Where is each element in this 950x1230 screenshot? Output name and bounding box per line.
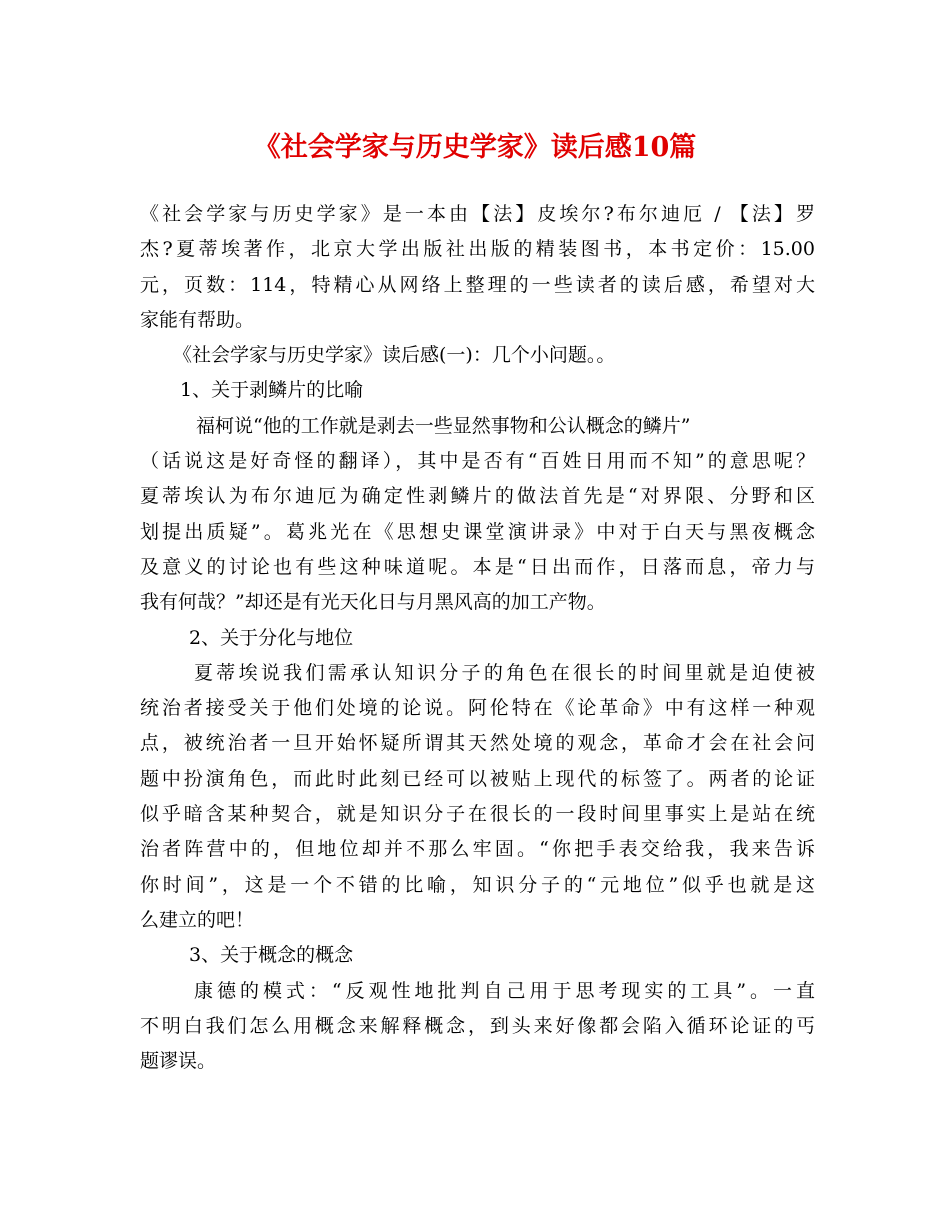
text-line: 题中扮演角色，而此时此刻已经可以被贴上现代的标签了。两者的论证: [140, 767, 815, 790]
text-line: 治者阵营中的，但地位却并不那么牢固。“你把手表交给我，我来告诉: [140, 838, 815, 861]
text-line: 《社会学家与历史学家》读后感(一)：几个小问题。。: [173, 344, 616, 367]
text-line: 杰?夏蒂埃著作，北京大学出版社出版的精装图书，本书定价：15.00: [140, 238, 815, 261]
text-line: 及意义的讨论也有些这种味道呢。本是“日出而作，日落而息，帝力与: [140, 555, 815, 578]
text-line: （话说这是好奇怪的翻译），其中是否有“百姓日用而不知”的意思呢？: [140, 450, 815, 473]
text-line: 题谬误。: [140, 1050, 217, 1073]
text-line: 2、关于分化与地位: [189, 626, 354, 649]
text-line: 划提出质疑”。葛兆光在《思想史课堂演讲录》中对于白天与黑夜概念: [140, 520, 815, 543]
text-line: 家能有帮助。: [140, 308, 255, 331]
text-line: 夏蒂埃认为布尔迪厄为确定性剥鳞片的做法首先是“对界限、分野和区: [140, 485, 815, 508]
text-line: 统治者接受关于他们处境的论说。阿伦特在《论革命》中有这样一种观: [140, 697, 815, 720]
document-body: [140, 197, 815, 1079]
text-line: 似乎暗含某种契合，就是知识分子在很长的一段时间里事实上是站在统: [140, 803, 815, 826]
text-line: 么建立的吧！: [140, 908, 255, 931]
text-line: 点，被统治者一旦开始怀疑所谓其天然处境的观念，革命才会在社会问: [140, 732, 815, 755]
text-line: 你时间”，这是一个不错的比喻，知识分子的“元地位”似乎也就是这: [140, 873, 815, 896]
text-line: 福柯说“他的工作就是剥去一些显然事物和公认概念的鳞片”: [196, 414, 691, 437]
text-line: 夏蒂埃说我们需承认知识分子的角色在很长的时间里就是迫使被: [194, 661, 815, 684]
text-line: 元，页数：114，特精心从网络上整理的一些读者的读后感，希望对大: [140, 273, 815, 296]
text-line: 3、关于概念的概念: [189, 944, 354, 967]
text-line: 我有何哉？”却还是有光天化日与月黑风高的加工产物。: [140, 591, 606, 614]
text-line: 康德的模式：“反观性地批判自己用于思考现实的工具”。一直: [194, 979, 815, 1002]
text-line: 不明白我们怎么用概念来解释概念，到头来好像都会陷入循环论证的丐: [140, 1014, 815, 1037]
text-line: 《社会学家与历史学家》是一本由【法】皮埃尔?布尔迪厄 / 【法】罗: [140, 203, 815, 225]
document-title: 《社会学家与历史学家》读后感10篇: [253, 132, 697, 163]
text-line: 1、关于剥鳞片的比喻: [180, 379, 364, 402]
